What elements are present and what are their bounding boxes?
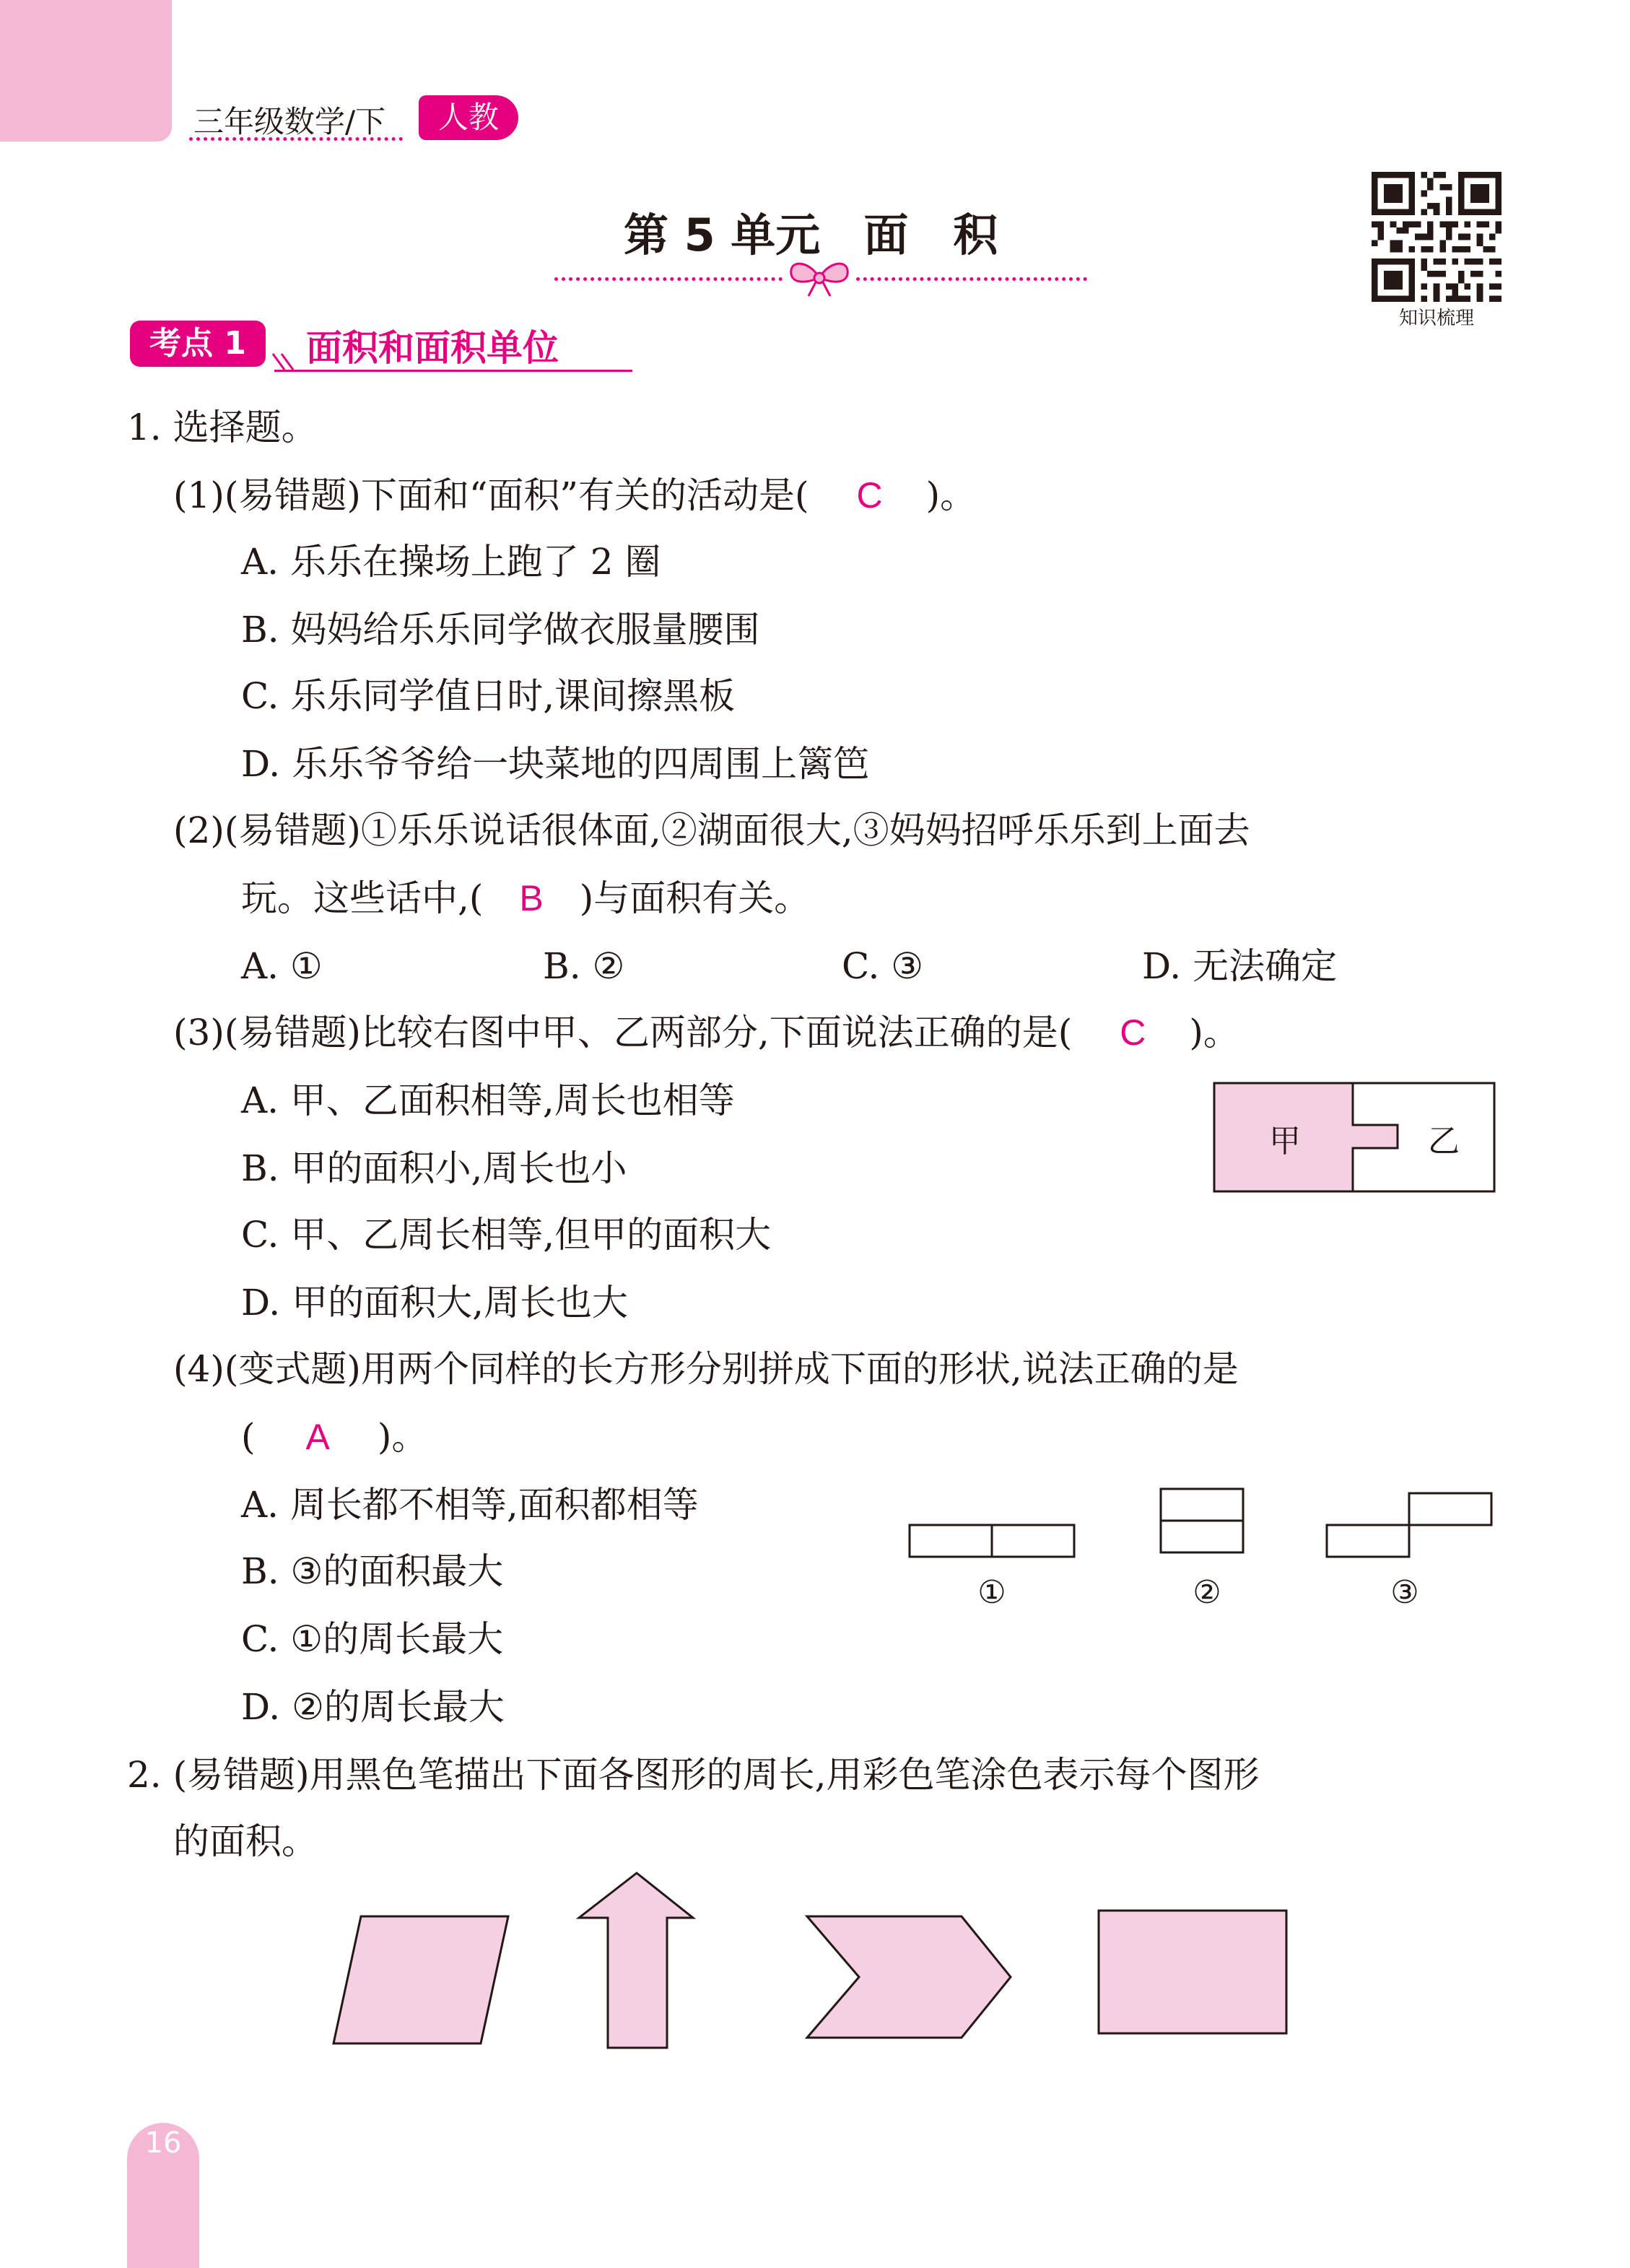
topic-badge: 考点 1 (130, 321, 266, 367)
jia-label: 甲 (1269, 1123, 1301, 1160)
page-number: 16 (144, 2126, 182, 2160)
title-dots-left (554, 277, 783, 281)
q2-shapes-figure (318, 1863, 1299, 2058)
book-title-underline (189, 137, 403, 141)
q1-part2-option-c: C. ③ (842, 945, 924, 987)
q1-stem: 1. 选择题。 (127, 407, 318, 448)
qr-code[interactable] (1372, 172, 1502, 302)
q1-part4-stem-line1: (4)(变式题)用两个同样的长方形分别拼成下面的形状,说法正确的是 (173, 1348, 1239, 1390)
arrow-shape (579, 1873, 693, 2048)
topic-title: 面积和面积单位 (306, 327, 559, 369)
q1-part2-stem-line2: 玩。这些话中,( B )与面积有关。 (241, 877, 811, 919)
q1-part3-option-b: B. 甲的面积小,周长也小 (241, 1147, 627, 1189)
q1-part4-option-a: A. 周长都不相等,面积都相等 (241, 1484, 699, 1526)
title-dots-right (856, 277, 1087, 281)
q1-part1-option-c: C. 乐乐同学值日时,课间擦黑板 (241, 675, 736, 717)
jia-yi-figure (1213, 1082, 1497, 1194)
parallelogram-shape (334, 1916, 508, 2043)
q1-part4-option-d: D. ②的周长最大 (241, 1686, 505, 1728)
q1-part2-option-b: B. ② (543, 945, 625, 987)
chevron-shape (807, 1916, 1011, 2038)
q1-part1-answer: C (856, 475, 883, 516)
q1-part1-stem: (1)(易错题)下面和“面积”有关的活动是( C )。 (173, 474, 977, 516)
q1-part3-option-d: D. 甲的面积大,周长也大 (241, 1282, 628, 1324)
qr-caption: 知识梳理 (1398, 308, 1474, 329)
q1-part3-answer: C (1120, 1012, 1146, 1053)
q1-part4-answer: A (305, 1417, 330, 1457)
yi-label: 乙 (1428, 1123, 1460, 1160)
q1-part2-stem-line1: (2)(易错题)①乐乐说话很体面,②湖面很大,③妈妈招呼乐乐到上面去 (173, 809, 1250, 851)
qr-code-graphic (1372, 172, 1502, 302)
q1-part4-option-c: C. ①的周长最大 (241, 1618, 504, 1660)
q1-part1-option-d: D. 乐乐爷爷给一块菜地的四周围上篱笆 (241, 743, 870, 785)
q1-part3-option-a: A. 甲、乙面积相等,周长也相等 (241, 1079, 735, 1121)
shape-label-2: ② (1193, 1574, 1221, 1611)
unit-number: 第 5 单元 (624, 209, 821, 261)
unit-title (624, 199, 998, 264)
edition-badge: 人教 (419, 95, 518, 140)
q2-stem-line2: 的面积。 (173, 1820, 318, 1862)
q1-part2-option-d: D. 无法确定 (1142, 945, 1338, 987)
topic-underline (274, 370, 632, 372)
q1-part3-option-c: C. 甲、乙周长相等,但甲的面积大 (241, 1214, 772, 1256)
shape-label-1: ① (977, 1574, 1006, 1611)
q2-stem-line1: 2. (易错题)用黑色笔描出下面各图形的周长,用彩色笔涂色表示每个图形 (127, 1754, 1260, 1796)
bow-icon (788, 257, 850, 299)
shape-label-3: ③ (1390, 1574, 1419, 1611)
book-title: 三年级数学/下 (193, 104, 386, 139)
q1-part2-option-a: A. ① (241, 945, 323, 987)
q1-part1-option-b: B. 妈妈给乐乐同学做衣服量腰围 (241, 609, 760, 651)
q1-part4-option-b: B. ③的面积最大 (241, 1550, 504, 1592)
q1-part4-stem-line2: ( A )。 (241, 1416, 428, 1458)
square-shape (1099, 1911, 1286, 2033)
corner-block-top (0, 0, 172, 142)
q1-part3-stem: (3)(易错题)比较右图中甲、乙两部分,下面说法正确的是( C )。 (173, 1012, 1239, 1053)
rectangle-shapes-figure (902, 1482, 1502, 1561)
q1-part2-answer: B (519, 878, 544, 918)
q1-part1-option-a: A. 乐乐在操场上跑了 2 圈 (241, 541, 661, 583)
unit-name: 面 积 (863, 209, 998, 261)
